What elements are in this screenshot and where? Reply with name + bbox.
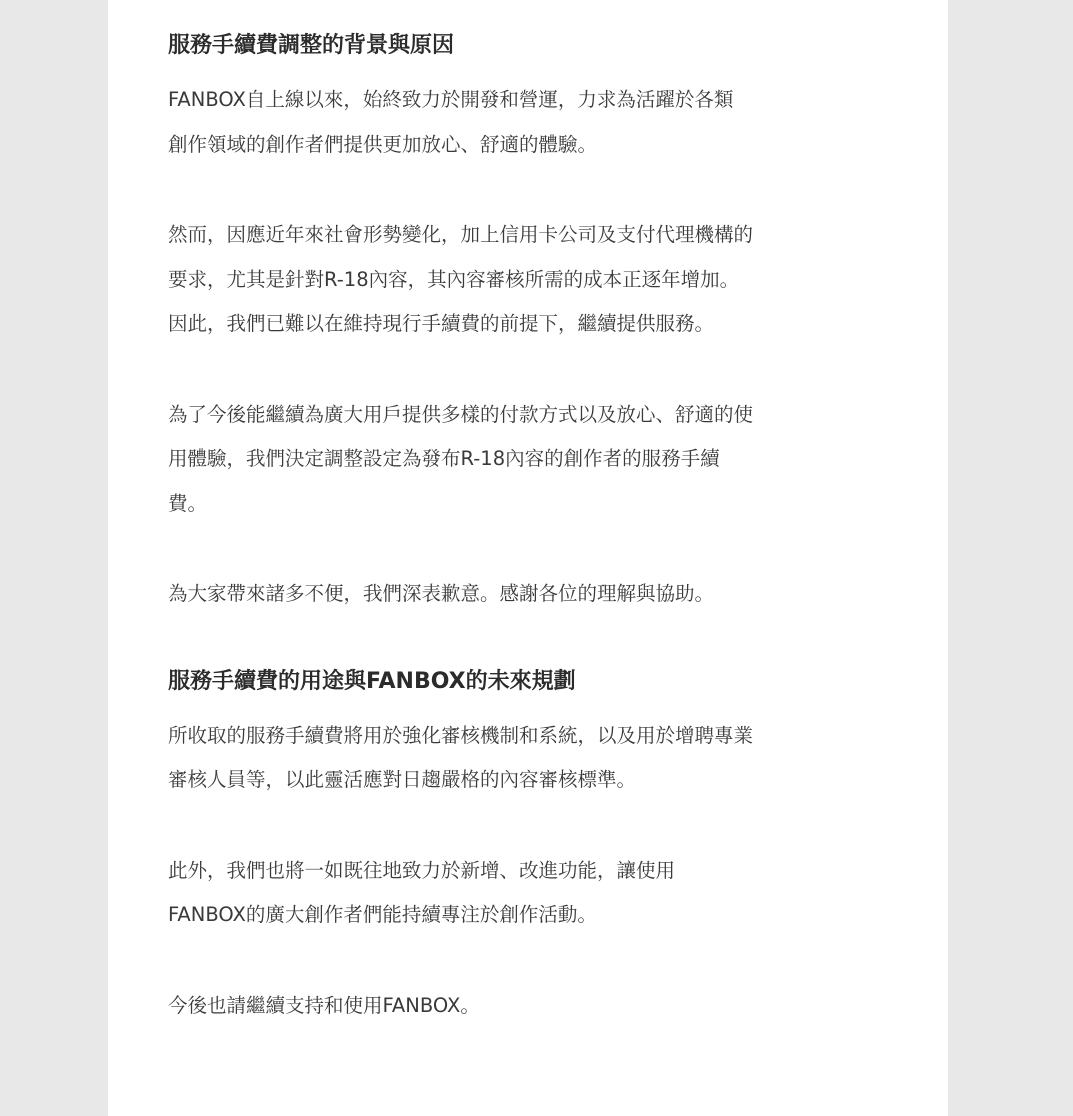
section-heading-future-plan: 服務手續費的用途與FANBOX的未來規劃 [168,668,576,694]
article-content [108,0,948,1116]
article-paragraph: 為大家帶來諸多不便，我們深表歉意。感謝各位的理解與協助。 [168,582,715,605]
article-paragraph: 所收取的服務手續費將用於強化審核機制和系統，以及用於增聘專業 審核人員等，以此靈活應對日趨嚴格的內容審核標準。 [168,723,754,791]
article-paragraph: 今後也請繼續支持和使用FANBOX。 [168,993,480,1017]
article-paragraph: FANBOX自上線以來，始終致力於開發和營運，力求為活躍於各類 創作領域的創作者們提供更加放心、舒適的體驗。 [168,88,734,156]
article-paragraph: 然而，因應近年來社會形勢變化，加上信用卡公司及支付代理機構的 要求，尤其是針對R-18內容，其內容審核所需的成本正逐年增加。 因此，我們已難以在維持現行手續費的前提下，繼續提供服務。 [168,223,754,335]
article-paragraph: 此外，我們也將一如既往地致力於新增、改進功能，讓使用 FANBOX的廣大創作者們能持續專注於創作活動。 [168,858,676,926]
section-heading-background: 服務手續費調整的背景與原因 [168,33,455,58]
article-paragraph: 為了今後能繼續為廣大用戶提供多樣的付款方式以及放心、舒適的使 用體驗，我們決定調整設定為發布R-18內容的創作者的服務手續 費。 [168,402,754,515]
